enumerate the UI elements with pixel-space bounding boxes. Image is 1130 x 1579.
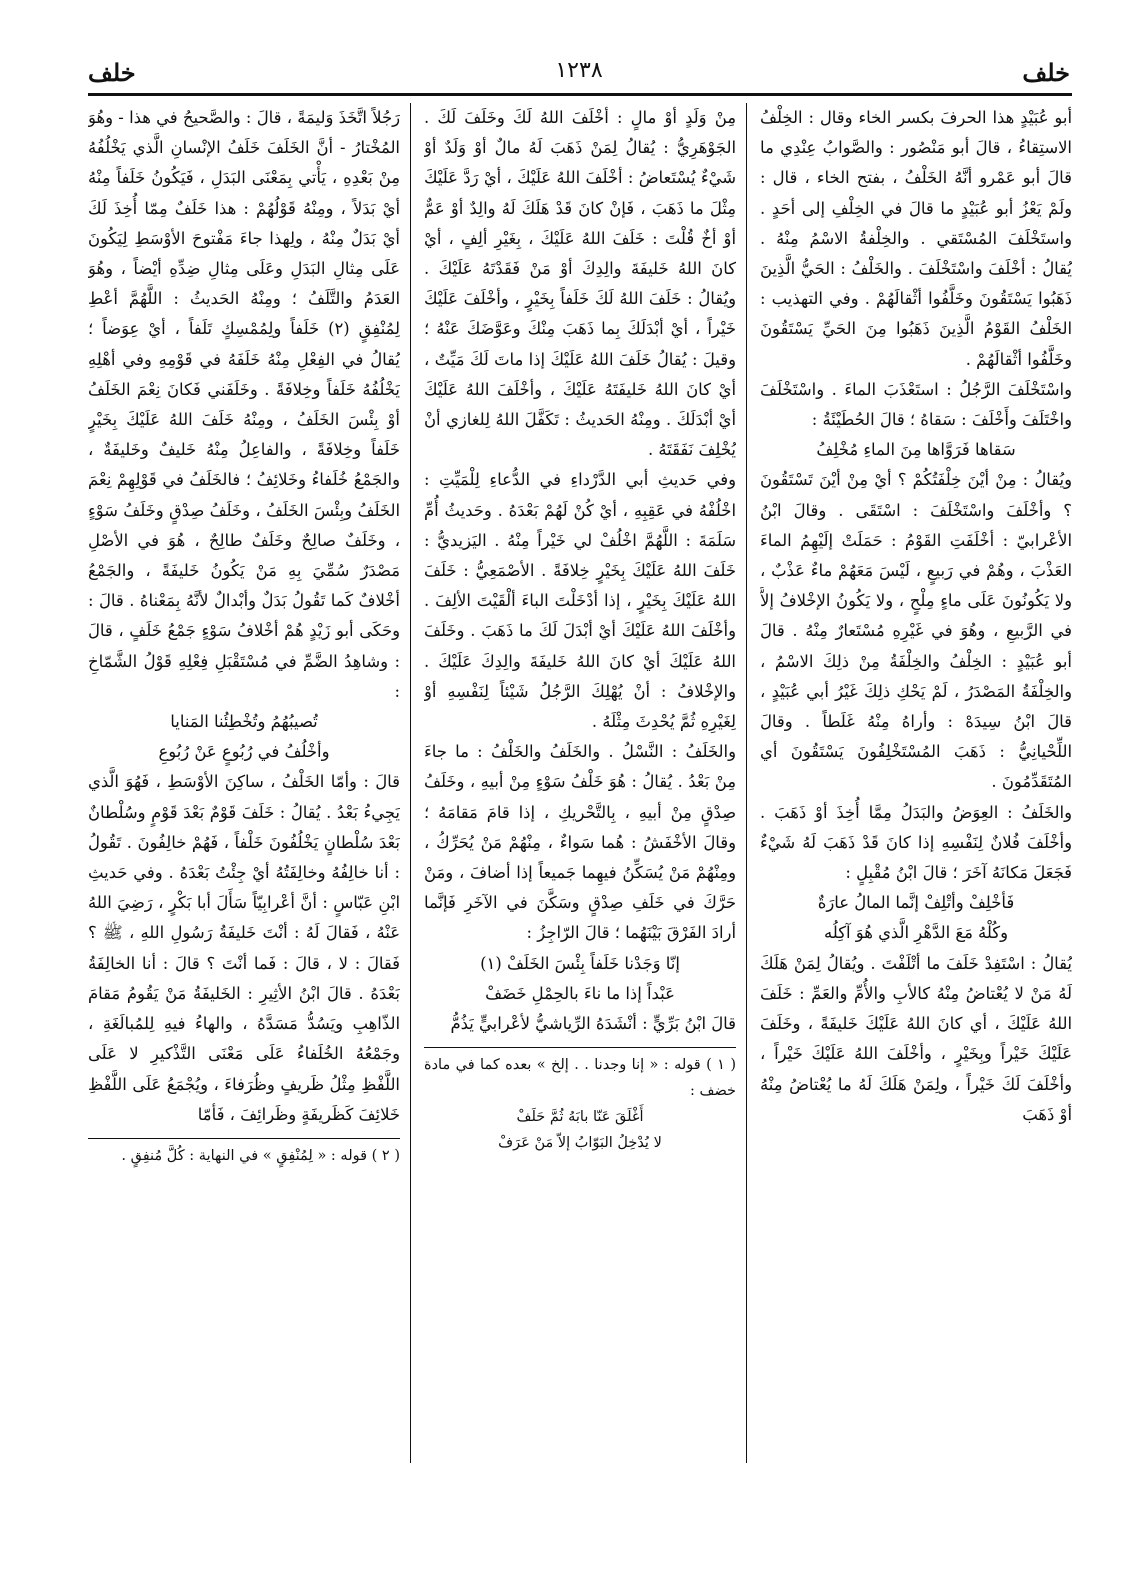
headword-left: خلف <box>88 58 136 87</box>
paragraph: قالَ ابْنُ بَرِّيٍّ : أنْشَدَهُ الرِّياشيُّ لأعْرابيٍّ يَذُمُّ <box>450 1014 736 1034</box>
headword-right: خلف <box>1022 58 1070 87</box>
column-middle <box>424 103 736 1463</box>
footnote-2 <box>88 1143 400 1169</box>
verse-line: سَقاها فَرَوَّاها مِنَ الماءِ مُخْلِفُ <box>816 440 1016 460</box>
paragraph: قالَ : وأمّا الخَلْفُ ، ساكِنَ الأوْسَطِ ، فَهُوَ الَّذي يَجِيءُ بَعْدُ . يُقالُ : خَلَفَ قَوْمٌ بَعْدَ قَوْمٍ وسُلْطانٌ بَعْدَ سُلْطانٍ يَخْلُفُونَ خَلْفاً ، فَهُمْ خالِفُونَ . تَقُولُ : أنا خالِفُهُ وخالِفَتُهُ أيْ جِئْتُ بَعْدَهُ . وفي حَديثِ ابْنِ عَبّاسٍ : أنَّ أعْرابِيّاً سَأَلَ أبا بَكْرٍ ، رَضِيَ اللهُ عَنْهُ ، فَقالَ لَهُ : أنْتَ خَليفَةُ رَسُولِ اللهِ ، ﷺ ؟ فَقالَ : لا ، قالَ : فَما أنْتَ ؟ قالَ : أنا الخالِفَةُ بَعْدَهُ . قالَ ابْنُ الأثِيرِ : الخَليفَةُ مَنْ يَقُومُ مَقامَ الذّاهِبِ ويَسُدُّ مَسَدَّهُ ، والهاءُ فيهِ لِلمُبالَغَةِ ، وجَمْعُهُ الخُلَفاءُ عَلَى مَعْنَى التَّذْكيرِ لا عَلَى اللَّفْظِ مِثْلُ ظَريفٍ وظُرَفاءَ ، ويُجْمَعُ عَلَى اللَّفْظِ خَلائِفَ كَظَريفَةٍ وظَرائِفَ ، فَأمّا <box>88 772 400 1124</box>
column-right <box>760 103 1072 1463</box>
page-number: ١٢٣٨ <box>555 58 603 83</box>
text-columns <box>88 103 1072 1463</box>
paragraph: أبو عُبَيْدٍ هذا الحرفَ بكسر الخاء وقال : الخِلْفُ الاستِقاءُ ، قالَ أبو مَنْصُور : والصَّوابُ عِنْدِي ما قالَ أبو عَمْرو أنَّهُ الخَلْفُ ، بفتح الخاء ، قال : ولَمْ يَعْزُ أبو عُبَيْدٍ ما قالَ في الخِلْفِ إلى أحَدٍ . واستَخْلَفَ المُسْتَقي . والخِلْفةُ الاسْمُ مِنْهُ . يُقالُ : أخْلَفَ واسْتَخْلَفَ . والخَلْفُ : الحَيُّ الَّذِينَ ذَهَبُوا يَسْتَقُونَ وخَلَّفُوا أثْقالَهُمْ . وفي التهذيب : الخَلْفُ القَوْمُ الَّذِينَ ذَهَبُوا مِنَ الحَيِّ يَسْتَقُونَ وخَلَّفُوا أثْقالَهُمْ . <box>760 108 1072 369</box>
paragraph: والخَلَفُ : النَّسْلُ . والخَلَفُ والخَلْفُ : ما جاءَ مِنْ بَعْدُ . يُقالُ : هُوَ خَلْفُ سَوْءٍ مِنْ أبيهِ ، وخَلَفُ صِدْقٍ مِنْ أبيهِ ، بِالتَّحْريكِ ، إذا قامَ مَقامَهُ ؛ وقالَ الأخْفَشُ : هُما سَواءٌ ، مِنْهُمْ مَنْ يُحَرِّكُ ، ومِنْهُمْ مَنْ يُسَكِّنُ فيهِما جَميعاً إذا أضافَ ، ومَنْ حَرَّكَ في خَلَفِ صِدْقٍ وسَكَّنَ في الآخَرِ فَإنَّما أرادَ الفَرْقَ بَيْنَهُما ؛ قالَ الرّاجِزُ : <box>424 742 736 943</box>
verse-line: فَأخْلِفْ وأتْلِفْ إنَّما المالُ عارَةٌ <box>817 893 1015 913</box>
verse-line: تُصيبُهُمُ وتُخْطِئُنا المَنايا <box>170 712 318 732</box>
header-rule <box>88 93 1072 96</box>
footnote-1 <box>424 1052 736 1156</box>
footnote-verse: لا يُدْخِلُ البَوّابُ إلاّ مَنْ عَرَفْ <box>498 1135 662 1152</box>
footnote-rule <box>424 1047 736 1048</box>
paragraph: والخَلَفُ : العِوَضُ والبَدَلُ مِمَّا أُخِذَ أوْ ذَهَبَ . وأخْلَفَ فُلانٌ لِنَفْسِهِ إذا كانَ قَدْ ذَهَبَ لَهُ شَيْءٌ فَجَعَلَ مَكانَهُ آخَرَ ؛ قالَ ابْنُ مُقْبِلٍ : <box>760 802 1072 883</box>
footnote-text: ( ١ ) قوله : « إنا وجدنا . . إلخ » بعده كما في مادة خضف : <box>424 1057 736 1100</box>
paragraph: ويُقالُ : مِنْ أيْنَ خِلْفَتُكُمْ ؟ أيْ مِنْ أيْنَ تَسْتَقُونَ ؟ وأخْلَفَ واسْتَخْلَفَ : اسْتَقَى . وقالَ ابْنُ الأعْرابيّ : أخْلَفَتِ القَوْمُ : حَمَلَتْ إلَيْهِمُ الماءَ العَذْبَ ، وهُمْ في رَبيعٍ ، لَيْسَ مَعَهُمْ ماءٌ عَذْبٌ ، ولا يَكُونُونَ عَلَى ماءٍ مِلْحٍ ، ولا يَكُونُ الإخْلافُ إلاَّ في الرَّبيعِ ، وهُوَ في غَيْرِهِ مُسْتَعارٌ مِنْهُ . قالَ أبو عُبَيْدٍ : الخِلْفُ والخِلْفَةُ مِنْ ذلِكَ الاسْمُ ، والخِلْفَةُ المَصْدَرُ ، لَمْ يَحْكِ ذلِكَ غَيْرُ أبي عُبَيْدٍ ، قالَ ابْنُ سِيدَهْ : وأراهُ مِنْهُ غَلَطاً . وقالَ اللِّحْيانِيُّ : ذَهَبَ المُسْتَخْلِفُونَ يَسْتَقُونَ أي المُتَقَدِّمُونَ . <box>760 470 1072 792</box>
paragraph: يُقالُ : اسْتَفِدْ خَلَفَ ما أتْلَفْتَ . ويُقالُ لِمَنْ هَلَكَ لَهُ مَنْ لا يُعْتاضُ مِنْهُ كالأبِ والأُمِّ والعَمِّ : خَلَفَ اللهُ عَلَيْكَ ، أي كانَ اللهُ عَلَيْكَ خَليفَةً ، وخَلَفَ عَلَيْكَ خَيْراً وبِخَيْرٍ ، وأخْلَفَ اللهُ عَلَيْكَ خَيْراً ، وأخْلَفَ لَكَ خَيْراً ، ولِمَنْ هَلَكَ لَهُ ما يُعْتاضُ مِنْهُ أوْ ذَهَبَ <box>760 953 1072 1124</box>
paragraph: واسْتَخْلَفَ الرَّجُلُ : استَعْذَبَ الماءَ . واسْتَخْلَفَ واخْتَلَفَ وأَخْلَفَ : سَقاهُ ؛ قالَ الحُطَيْئَةُ : <box>760 379 1072 430</box>
footnote-text: ( ٢ ) قوله : « لِمُنْفِقٍ » في النهاية : كُلَّ مُنفِقٍ . <box>121 1147 400 1164</box>
paragraph: رَجُلاً اتَّخَذَ وَليمَةً ، قالَ : والصَّحيحُ في هذا - وهُوَ المُخْتارُ - أنَّ الخَلَفَ خَلَفُ الإنْسانِ الَّذي يَخْلُفُهُ مِنْ بَعْدِهِ ، يَأْتي بِمَعْنَى البَدَلِ ، فَيَكُونُ خَلَفاً مِنْهُ أيْ بَدَلاً ، ومِنْهُ قَوْلُهُمْ : هذا خَلَفٌ مِمّا أُخِذَ لَكَ أيْ بَدَلٌ مِنْهُ ، ولِهذا جاءَ مَفْتوحَ الأوْسَطِ لِيَكُونَ عَلَى مِثالِ البَدَلِ وعَلَى مِثالِ ضِدِّهِ أيْضاً ، وهُوَ العَدَمُ والتَّلَفُ ؛ ومِنْهُ الحَديثُ : اللَّهُمَّ أعْطِ لِمُنْفِقٍ (٢) خَلَفاً ولِمُمْسِكٍ تَلَفاً ، أيْ عِوَضاً ؛ يُقالُ في الفِعْلِ مِنْهُ خَلَفَهُ في قَوْمِهِ وفي أهْلِهِ يَخْلُفُهُ خَلَفاً وخِلافَةً . وخَلَفَني فَكانَ نِعْمَ الخَلَفُ أوْ بِئْسَ الخَلَفُ ، ومِنْهُ خَلَفَ اللهُ عَلَيْكَ بِخَيْرٍ خَلَفاً وخِلافَةً ، والفاعِلُ مِنْهُ خَليفٌ وخَليفَةٌ ، والجَمْعُ خُلَفاءُ وخَلائِفُ ؛ فالخَلَفُ في قَوْلِهِمْ نِعْمَ الخَلَفُ وبِئْسَ الخَلَفُ ، وخَلَفُ صِدْقٍ وخَلَفُ سَوْءٍ ، وخَلَفٌ صالِحٌ وخَلَفٌ طالِحٌ ، هُوَ في الأصْلِ مَصْدَرٌ سُمِّيَ بِهِ مَنْ يَكُونُ خَليفَةً ، والجَمْعُ أخْلافٌ كَما تَقُولُ بَدَلٌ وأبْدالٌ لأنَّهُ بِمَعْناهُ . قالَ : وحَكَى أبو زَيْدٍ هُمْ أخْلافُ سَوْءٍ جَمْعُ خَلَفٍ ، قالَ : وشاهِدُ الضَّمِّ في مُسْتَقْبَلِ فِعْلِهِ قَوْلُ الشَّمّاخِ : <box>88 108 400 701</box>
page-header <box>88 58 1070 90</box>
verse-line: وأخْلُفُ في رُبُوعٍ عَنْ رُبُوعِ <box>158 742 330 762</box>
column-left <box>88 103 400 1463</box>
verse-line: إنّا وَجَدْنا خَلَفاً بِئْسَ الخَلَفْ (١) <box>480 953 680 973</box>
paragraph: مِنْ وَلَدٍ أوْ مالٍ : أخْلَفَ اللهُ لَكَ وخَلَفَ لَكَ . الجَوْهَرِيُّ : يُقالُ لِمَنْ ذَهَبَ لَهُ مالٌ أوْ وَلَدٌ أوْ شَيْءٌ يُسْتَعاضُ : أخْلَفَ اللهُ عَلَيْكَ ، أيْ رَدَّ عَلَيْكَ مِثْلَ ما ذَهَبَ ، فَإنْ كانَ قَدْ هَلَكَ لَهُ والِدٌ أوْ عَمٌّ أوْ أخٌ قُلْتَ : خَلَفَ اللهُ عَلَيْكَ ، بِغَيْرِ ألِفٍ ، أيْ كانَ اللهُ خَليفَةَ والِدِكَ أوْ مَنْ فَقَدْتَهُ عَلَيْكَ . ويُقالُ : خَلَفَ اللهُ لَكَ خَلَفاً بِخَيْرٍ ، وأخْلَفَ عَلَيْكَ خَيْراً ، أيْ أبْدَلَكَ بِما ذَهَبَ مِنْكَ وعَوَّضَكَ عَنْهُ ؛ وقيلَ : يُقالُ خَلَفَ اللهُ عَلَيْكَ إذا ماتَ لَكَ مَيِّتٌ ، أيْ كانَ اللهُ خَليفَتَهُ عَلَيْكَ ، وأخْلَفَ اللهُ عَلَيْكَ أيْ أبْدَلَكَ . ومِنْهُ الحَديثُ : تَكَفَّلَ اللهُ لِلغازي أنْ يُخْلِفَ نَفَقَتَهُ . <box>424 108 736 460</box>
paragraph: وفي حَديثِ أبي الدَّرْداءِ في الدُّعاءِ لِلْمَيِّتِ : اخْلُفْهُ في عَقِبِهِ ، أيْ كُنْ لَهُمْ بَعْدَهُ . وحَديثُ أُمِّ سَلَمَةَ : اللَّهُمَّ اخْلُفْ لي خَيْراً مِنْهُ . اليَزيديُّ : خَلَفَ اللهُ عَلَيْكَ بِخَيْرٍ خِلافَةً . الأصْمَعِيُّ : خَلَفَ اللهُ عَلَيْكَ بِخَيْرٍ ، إذا أدْخَلْتَ الباءَ ألْقَيْتَ الألِفَ . وأخْلَفَ اللهُ عَلَيْكَ أيْ أبْدَلَ لَكَ ما ذَهَبَ . وخَلَفَ اللهُ عَلَيْكَ أيْ كانَ اللهُ خَليفَةَ والِدِكَ عَلَيْكَ . والإخْلافُ : أنْ يُهْلِكَ الرَّجُلُ شَيْئاً لِنَفْسِهِ أوْ لِغَيْرِهِ ثُمَّ يُحْدِثَ مِثْلَهُ . <box>424 470 736 732</box>
footnote-rule <box>88 1138 400 1139</box>
verse-line: عَبْداً إذا ما ناءَ بالحِمْلِ خَضَفْ <box>485 983 675 1003</box>
footnote-verse: أَغْلَقَ عَنّا بابَهُ ثُمَّ حَلَفْ <box>516 1109 644 1126</box>
verse-line: وكُلْهُ مَعَ الدَّهْرِ الَّذي هُوَ آكِلُه <box>824 923 1008 943</box>
